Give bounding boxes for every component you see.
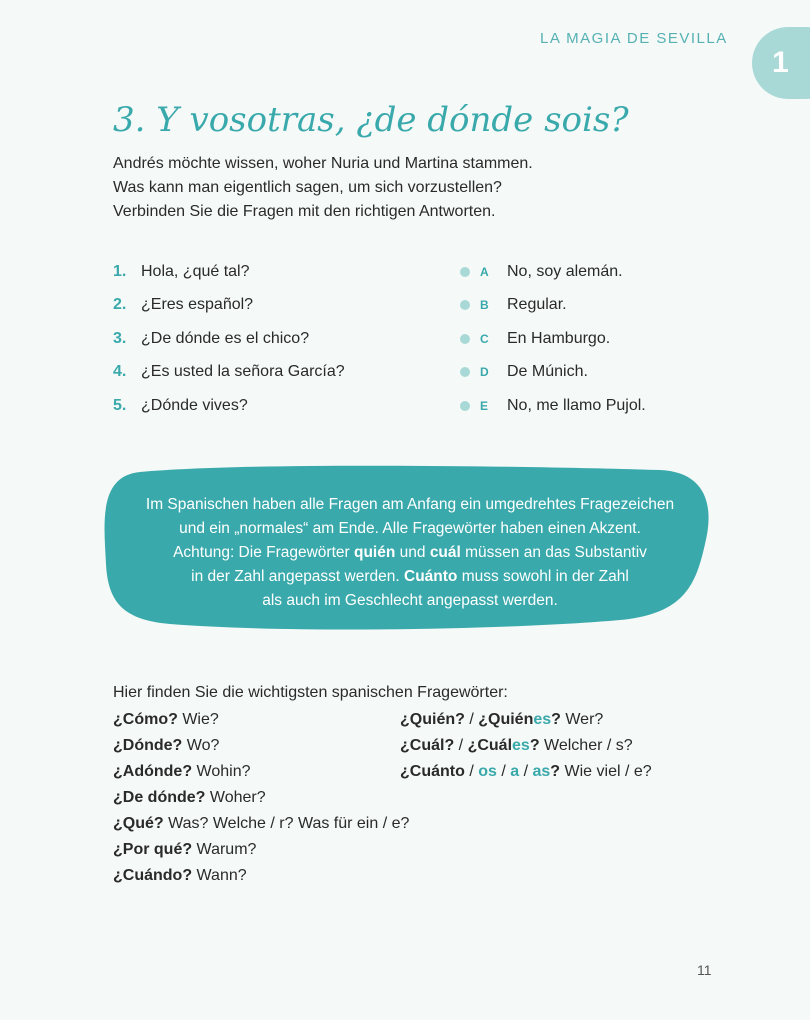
info-text-segment: muss sowohl in der Zahl (457, 568, 629, 585)
spanish-word: ¿Quién? (400, 711, 465, 728)
question-words-right (400, 710, 652, 788)
german-translation: Wann? (192, 867, 247, 884)
separator: / (496, 763, 511, 780)
answer-item[interactable] (460, 322, 646, 356)
info-line: Im Spanischen haben alle Fragen am Anfang ein umgedrehtes Fragezeichen (145, 496, 675, 513)
question-number: 1. (113, 262, 127, 280)
separator: / (464, 711, 479, 728)
connector-dot-icon[interactable] (460, 401, 470, 411)
info-text-segment: und (395, 544, 430, 561)
running-header: LA MAGIA DE SEVILLA (540, 30, 728, 47)
question-number: 3. (113, 329, 127, 347)
spanish-word: ¿Dónde? (113, 737, 183, 754)
info-line: und ein „normales“ am Ende. Alle Fragewörter haben einen Akzent. (179, 520, 641, 537)
answer-letter: B (480, 298, 489, 313)
ending-as: as (532, 763, 551, 780)
connector-dot-icon[interactable] (460, 334, 470, 344)
question-mark: ? (551, 711, 561, 728)
german-translation: Welcher / s? (539, 737, 633, 754)
separator: / (464, 763, 479, 780)
info-text-segment: in der Zahl angepasst werden. (191, 568, 404, 585)
spanish-word: ¿Cuánto (400, 763, 465, 780)
answer-list (460, 255, 646, 423)
separator: / (519, 763, 533, 780)
question-word-row (113, 840, 409, 866)
german-translation: Wie viel / e? (560, 763, 652, 780)
ending-os: os (478, 763, 497, 780)
question-word-row (400, 710, 652, 736)
question-word-row (400, 762, 652, 788)
answer-item[interactable] (460, 356, 646, 390)
spanish-word: ¿Cómo? (113, 711, 178, 728)
question-text: ¿Eres español? (141, 296, 254, 314)
question-item[interactable] (113, 322, 345, 356)
question-words-heading: Hier finden Sie die wichtigsten spanischen Fragewörter: (113, 684, 508, 701)
info-text-segment: Achtung: Die Fragewörter (173, 544, 354, 561)
answer-item[interactable] (460, 255, 646, 289)
german-translation: Was? Welche / r? Was für ein / e? (163, 815, 410, 832)
info-text (110, 493, 710, 613)
answer-text: No, soy alemán. (507, 262, 623, 280)
question-word-row (113, 814, 409, 840)
intro-text (113, 152, 713, 224)
question-number: 5. (113, 396, 127, 414)
question-word-row (113, 788, 409, 814)
plural-ending: es (533, 711, 552, 728)
info-line (110, 541, 710, 565)
spanish-word: ¿Por qué? (113, 841, 193, 858)
separator: / (454, 737, 468, 754)
german-translation: Wohin? (192, 763, 251, 780)
german-translation: Woher? (205, 789, 266, 806)
german-translation: Wo? (182, 737, 220, 754)
ending-a: a (510, 763, 520, 780)
connector-dot-icon[interactable] (460, 367, 470, 377)
question-word-row (113, 710, 409, 736)
answer-text: No, me llamo Pujol. (507, 396, 646, 414)
keyword-cuanto: Cuánto (404, 568, 458, 585)
question-item[interactable] (113, 389, 345, 423)
page-number: 11 (697, 962, 712, 978)
question-mark: ? (550, 763, 561, 780)
question-list (113, 255, 345, 423)
question-item[interactable] (113, 356, 345, 390)
keyword-quien: quién (353, 544, 396, 561)
chapter-badge (752, 27, 810, 99)
question-word-row (113, 736, 409, 762)
spanish-word: ¿Cuándo? (113, 867, 193, 884)
answer-item[interactable] (460, 389, 646, 423)
chapter-number: 1 (772, 46, 789, 79)
answer-item[interactable] (460, 289, 646, 323)
question-text: ¿De dónde es el chico? (141, 329, 310, 347)
question-item[interactable] (113, 255, 345, 289)
answer-letter: C (480, 331, 489, 346)
question-text: Hola, ¿qué tal? (141, 262, 250, 280)
question-item[interactable] (113, 289, 345, 323)
spanish-word: ¿Cuál (467, 737, 513, 754)
answer-text: Regular. (507, 296, 567, 314)
answer-letter: A (480, 264, 489, 279)
question-word-row (113, 762, 409, 788)
answer-text: De Múnich. (507, 363, 588, 381)
answer-text: En Hamburgo. (507, 329, 611, 347)
question-number: 2. (113, 296, 127, 314)
info-text-segment: müssen an das Substantiv (460, 544, 647, 561)
info-line (110, 565, 710, 589)
spanish-word: ¿De dónde? (113, 789, 206, 806)
german-translation: Wie? (177, 711, 219, 728)
question-text: ¿Dónde vives? (141, 396, 248, 414)
german-translation: Warum? (192, 841, 257, 858)
plural-ending: es (512, 737, 530, 754)
keyword-cual: cuál (429, 544, 461, 561)
spanish-word: ¿Quién (478, 711, 534, 728)
connector-dot-icon[interactable] (460, 267, 470, 277)
german-translation: Wer? (560, 711, 604, 728)
question-mark: ? (529, 737, 540, 754)
spanish-word: ¿Cuál? (400, 737, 455, 754)
intro-line: Verbinden Sie die Fragen mit den richtigen Antworten. (113, 203, 496, 220)
info-line: als auch im Geschlecht angepasst werden. (262, 592, 558, 609)
question-word-row (400, 736, 652, 762)
question-text: ¿Es usted la señora García? (141, 363, 345, 381)
question-words-left (113, 710, 409, 892)
question-word-row (113, 866, 409, 892)
section-title: 3. Y vosotras, ¿de dónde sois? (113, 100, 629, 140)
spanish-word: ¿Qué? (113, 815, 164, 832)
intro-line: Andrés möchte wissen, woher Nuria und Martina stammen. (113, 155, 533, 172)
answer-letter: D (480, 365, 489, 380)
answer-letter: E (480, 398, 489, 413)
spanish-word: ¿Adónde? (113, 763, 193, 780)
question-number: 4. (113, 363, 127, 381)
intro-line: Was kann man eigentlich sagen, um sich vorzustellen? (113, 179, 502, 196)
connector-dot-icon[interactable] (460, 300, 470, 310)
